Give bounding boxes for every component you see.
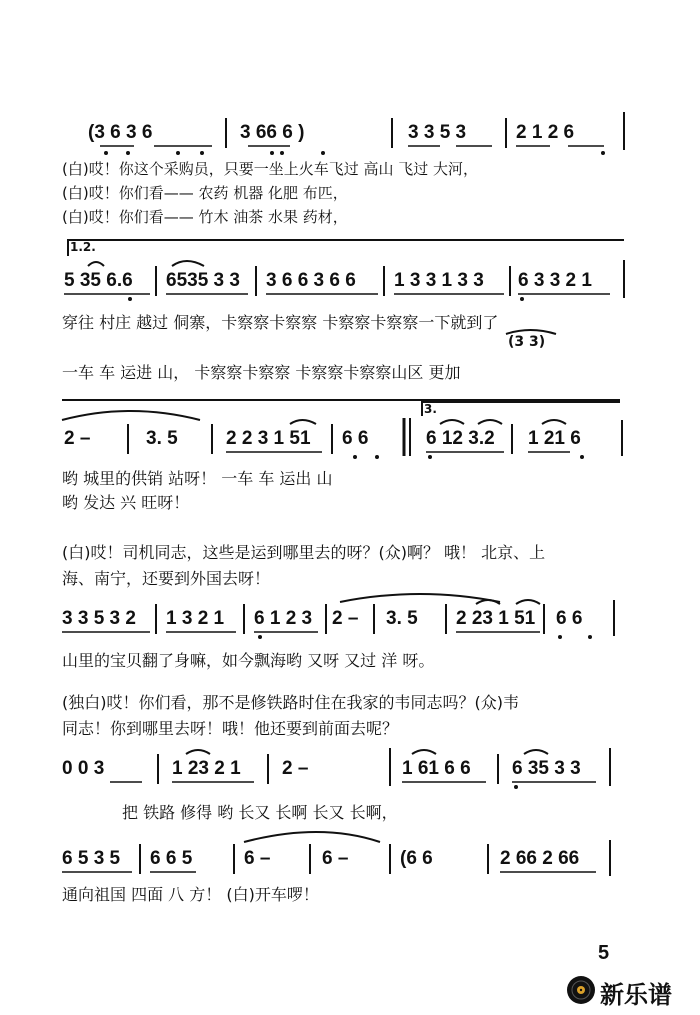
notes-line4-m6: 2 23 1 51 bbox=[456, 608, 536, 629]
notes-line6-m3: 6 – bbox=[244, 848, 271, 869]
notes-line4-m5: 3. 5 bbox=[386, 608, 418, 629]
notes-line4-m2: 1 3 2 1 bbox=[166, 608, 225, 629]
dialog2-line2: 同志！你到哪里去呀！哦！他还要到前面去呢？ bbox=[62, 719, 399, 738]
volta-3: 3. bbox=[424, 402, 437, 416]
lyric-line1-verse2: (白)哎！你们看—— 农药 机器 化肥 布匹， bbox=[62, 184, 348, 202]
notes-line3-m3: 2 2 3 1 51 bbox=[226, 428, 311, 449]
lyric-line6: 通向祖国 四面 八 方！ (白)开车啰！ bbox=[62, 885, 319, 904]
notes-intro-1: (3 6 3 6 bbox=[88, 122, 153, 143]
notes-line3-m5: 6 12 3.2 bbox=[426, 428, 495, 449]
notes-line3-m1: 2 – bbox=[64, 428, 91, 449]
notes-line5-m3: 2 – bbox=[282, 758, 309, 779]
page-number: 5 bbox=[598, 942, 610, 964]
notes-line6-m6: 2 66 2 66 bbox=[500, 848, 580, 869]
lyric-line1-verse1: (白)哎！你这个采购员，只要一坐上火车飞过 高山 飞过 大河， bbox=[62, 160, 479, 178]
dialog2-line1: (独白)哎！你们看，那不是修铁路时住在我家的韦同志吗？(众)韦 bbox=[62, 693, 519, 712]
dialog1-line1: (白)哎！司机同志，这些是运到哪里去的呀？(众)啊？ 哦！ 北京、上 bbox=[62, 543, 546, 562]
notes-line3-m2: 3. 5 bbox=[146, 428, 178, 449]
lyric-line3-verse1: 哟 城里的供销 站呀！ 一车 车 运出 山 bbox=[62, 469, 333, 488]
notes-line4-m3: 6 1 2 3 bbox=[254, 608, 313, 629]
grace-notes: (3 3) bbox=[508, 334, 546, 350]
volta-1-2: 1.2. bbox=[70, 240, 96, 254]
watermark-text: 新乐谱 bbox=[600, 981, 672, 1009]
notes-line1-m2: 2 1 2 6 bbox=[516, 122, 575, 143]
notes-line6-m2: 6 6 5 bbox=[150, 848, 193, 869]
dialog1-line2: 海、南宁，还要到外国去呀！ bbox=[62, 569, 271, 588]
lyric-line3-verse2: 哟 发达 兴 旺呀！ bbox=[62, 493, 190, 512]
notes-line3-m6: 1 21 6 bbox=[528, 428, 581, 449]
notes-line5-m4: 1 61 6 6 bbox=[402, 758, 471, 779]
notes-line6-m5: (6 6 bbox=[400, 848, 433, 869]
notes-line2-m5: 6 3 3 2 1 bbox=[518, 270, 592, 291]
notes-line3-m4: 6 6 bbox=[342, 428, 369, 449]
lyric-line2-verse1: 穿往 村庄 越过 侗寨，卡察察卡察察 卡察察卡察察一下就到了 bbox=[62, 313, 499, 332]
notes-line2-m2: 6535 3 3 bbox=[166, 270, 240, 291]
notes-line6-m4: 6 – bbox=[322, 848, 349, 869]
notes-line5-m1: 0 0 3 bbox=[62, 758, 105, 779]
notes-line4-m7: 6 6 bbox=[556, 608, 583, 629]
notes-intro-2: 3 66 6 ) bbox=[240, 122, 305, 143]
lyric-line4: 山里的宝贝翻了身嘛，如今飘海哟 又呀 又过 洋 呀。 bbox=[62, 651, 435, 670]
notes-line1-m1: 3 3 5 3 bbox=[408, 122, 467, 143]
notes-line4-m1: 3 3 5 3 2 bbox=[62, 608, 136, 629]
lyric-line1-verse3: (白)哎！你们看—— 竹木 油茶 水果 药材， bbox=[62, 208, 348, 226]
notes-line5-m5: 6 35 3 3 bbox=[512, 758, 581, 779]
notes-line2-m3: 3 6 6 3 6 6 bbox=[266, 270, 356, 291]
notes-line2-m1: 5 35 6.6 bbox=[64, 270, 133, 291]
notes-line2-m4: 1 3 3 1 3 3 bbox=[394, 270, 484, 291]
notes-line4-m4: 2 – bbox=[332, 608, 359, 629]
notes-line6-m1: 6 5 3 5 bbox=[62, 848, 121, 869]
notes-line5-m2: 1 23 2 1 bbox=[172, 758, 241, 779]
lyric-line5: 把 铁路 修得 哟 长又 长啊 长又 长啊， bbox=[122, 803, 398, 822]
lyric-line2-verse2: 一车 车 运进 山， 卡察察卡察察 卡察察卡察察山区 更加 bbox=[62, 363, 461, 382]
